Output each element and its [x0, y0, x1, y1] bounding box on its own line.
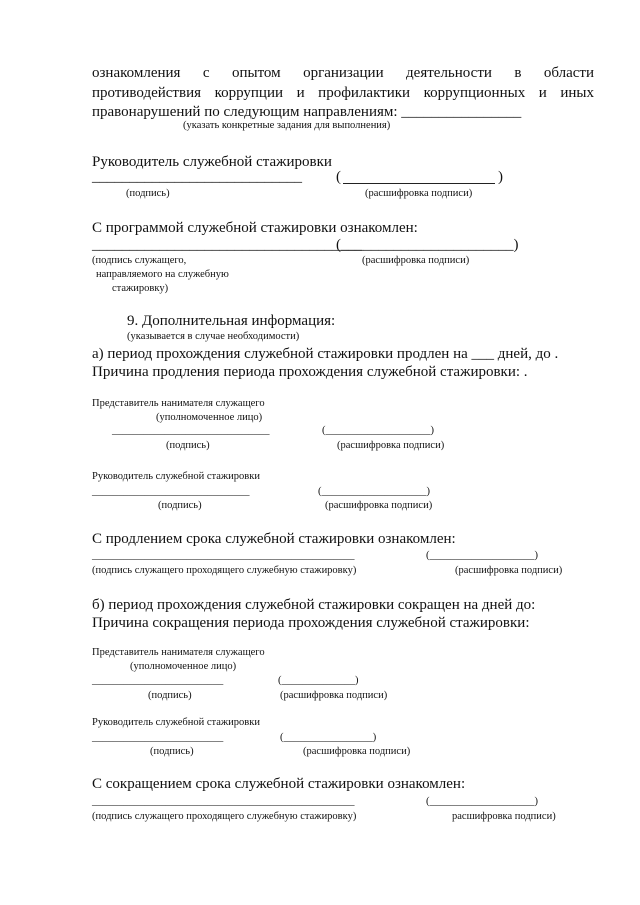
- ext-rep-sub: (уполномоченное лицо): [156, 412, 263, 423]
- red-rep-title: Представитель нанимателя служащего: [92, 647, 265, 658]
- employee-decode-paren[interactable]: (_______________________): [336, 237, 519, 253]
- ext-ack-decode-paren[interactable]: (____________________): [426, 550, 538, 561]
- red-rep-decode-label: (расшифровка подписи): [280, 690, 388, 701]
- section9-b-line-2: Причина сокращения периода прохождения служебной стажировки:: [92, 615, 530, 631]
- ext-rep-decode-paren[interactable]: (____________________): [322, 425, 434, 436]
- section9-heading: 9. Дополнительная информация:: [127, 313, 336, 329]
- red-rep-decode-paren[interactable]: (______________): [278, 675, 359, 686]
- ext-head-decode-label: (расшифровка подписи): [325, 500, 433, 511]
- intro-line-2: противодействия коррупции и профилактики коррупционных и иных: [92, 85, 594, 101]
- red-ack-decode-label: расшифровка подписи): [452, 811, 556, 822]
- ext-head-decode-paren[interactable]: (____________________): [318, 486, 430, 497]
- red-head-sign-line[interactable]: _________________________: [92, 732, 224, 743]
- head-sign-label: (подпись): [126, 188, 170, 199]
- ext-rep-sign-label: (подпись): [166, 440, 210, 451]
- red-rep-sub: (уполномоченное лицо): [130, 661, 237, 672]
- ext-rep-decode-label: (расшифровка подписи): [337, 440, 445, 451]
- red-rep-sign-line[interactable]: _________________________: [92, 675, 224, 686]
- intro-line-3: правонарушений по следующим направлениям: ________________: [92, 104, 522, 120]
- red-head-title: Руководитель служебной стажировки: [92, 717, 260, 728]
- ext-ack-title: С продлением срока служебной стажировки ознакомлен:: [92, 531, 456, 547]
- section9-a-line-1: а) период прохождения служебной стажировки продлен на ___ дней, до .: [92, 346, 559, 362]
- red-ack-sign-label: (подпись служащего проходящего служебную стажировку): [92, 811, 357, 822]
- employee-title: С программой служебной стажировки ознакомлен:: [92, 220, 418, 236]
- employee-sign-label-3: стажировку): [112, 283, 169, 294]
- employee-sign-line[interactable]: ____________________________________: [92, 237, 362, 253]
- ext-rep-title: Представитель нанимателя служащего: [92, 398, 265, 409]
- red-head-decode-paren[interactable]: (_________________): [280, 732, 377, 743]
- red-head-sign-label: (подпись): [150, 746, 194, 757]
- red-ack-sign-line[interactable]: __________________________________________________: [92, 796, 355, 807]
- employee-decode-label: (расшифровка подписи): [362, 255, 470, 266]
- head-title: Руководитель служебной стажировки: [92, 154, 332, 170]
- head-decode-label: (расшифровка подписи): [365, 188, 473, 199]
- intro-line-1: ознакомления с опытом организации деятельности в области: [92, 65, 594, 81]
- head-sign-line[interactable]: ____________________________: [92, 169, 302, 185]
- section9-hint: (указывается в случае необходимости): [127, 331, 300, 342]
- employee-sign-label-2: направляемого на служебную: [96, 269, 229, 280]
- ext-ack-decode-label: (расшифровка подписи): [455, 565, 563, 576]
- head-paren-close: ): [498, 169, 503, 185]
- section9-b-line-1: б) период прохождения служебной стажировки сокращен на дней до:: [92, 597, 536, 613]
- ext-head-sign-label: (подпись): [158, 500, 202, 511]
- red-head-decode-label: (расшифровка подписи): [303, 746, 411, 757]
- head-decode-line[interactable]: [343, 183, 495, 184]
- ext-ack-sign-label: (подпись служащего проходящего служебную стажировку): [92, 565, 357, 576]
- employee-sign-label-1: (подпись служащего,: [92, 255, 187, 266]
- red-rep-sign-label: (подпись): [148, 690, 192, 701]
- section9-a-line-2: Причина продления периода прохождения служебной стажировки: .: [92, 364, 528, 380]
- intro-hint: (указать конкретные задания для выполнения): [183, 120, 391, 131]
- ext-rep-sign-line[interactable]: ______________________________: [112, 425, 270, 436]
- head-paren-open: (: [336, 169, 341, 185]
- ext-ack-sign-line[interactable]: __________________________________________________: [92, 550, 355, 561]
- red-ack-title: С сокращением срока служебной стажировки ознакомлен:: [92, 776, 466, 792]
- ext-head-sign-line[interactable]: ______________________________: [92, 486, 250, 497]
- ext-head-title: Руководитель служебной стажировки: [92, 471, 260, 482]
- red-ack-decode-paren[interactable]: (____________________): [426, 796, 538, 807]
